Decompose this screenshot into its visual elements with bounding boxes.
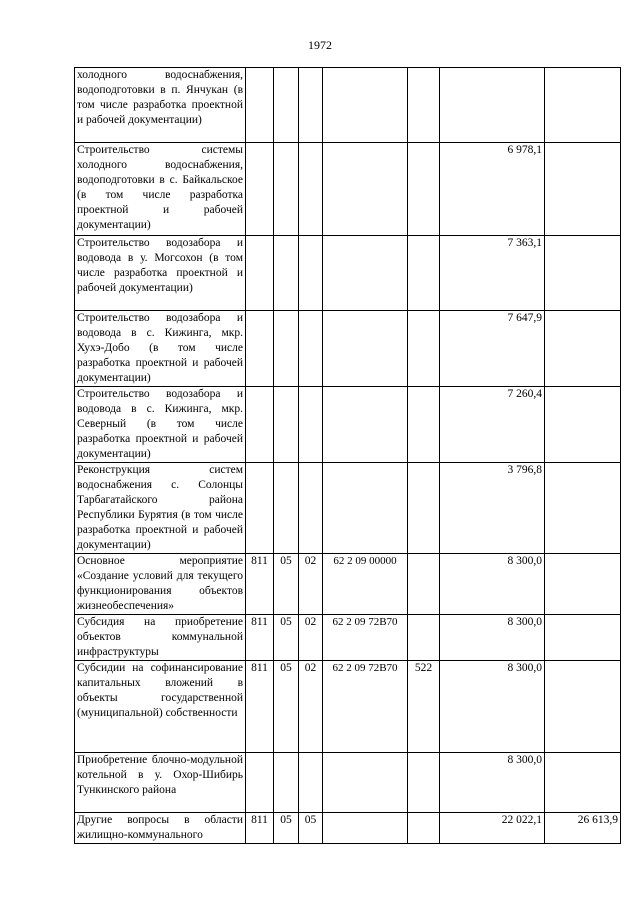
cell-target	[323, 68, 408, 143]
cell-section	[274, 463, 299, 554]
cell-expense	[408, 753, 440, 813]
cell-sum1: 22 022,1	[440, 813, 545, 844]
cell-name: Реконструкция систем водоснабжения с. Солонцы Тарбагатайского района Республики Бурятия (в том числе разработка проектной и рабочей документации)	[75, 463, 246, 554]
cell-target	[323, 387, 408, 463]
cell-sum2	[545, 236, 621, 311]
table-row	[75, 813, 621, 844]
cell-target	[323, 463, 408, 554]
cell-name: Субсидия на приобретение объектов коммунальной инфраструктуры	[75, 615, 246, 661]
cell-expense	[408, 554, 440, 615]
cell-target: 62 2 09 72В70	[323, 661, 408, 753]
table-row	[75, 554, 621, 615]
cell-target: 62 2 09 72В70	[323, 615, 408, 661]
table-row	[75, 753, 621, 813]
cell-admin	[246, 236, 274, 311]
cell-sum2	[545, 311, 621, 387]
cell-subsection	[299, 143, 323, 236]
cell-name: Субсидии на софинансирование капитальных вложений в объекты государственной (муниципальной) собственности	[75, 661, 246, 753]
table-row	[75, 143, 621, 236]
cell-expense	[408, 615, 440, 661]
cell-sum1: 8 300,0	[440, 554, 545, 615]
budget-table	[74, 67, 621, 844]
cell-sum1: 3 796,8	[440, 463, 545, 554]
table-row	[75, 68, 621, 143]
cell-admin: 811	[246, 813, 274, 844]
cell-name: Строительство системы холодного водоснабжения, водоподготовки в с. Байкальское (в том числе разработка проектной и рабочей документации)	[75, 143, 246, 236]
cell-expense: 522	[408, 661, 440, 753]
cell-sum1: 8 300,0	[440, 753, 545, 813]
table-row	[75, 311, 621, 387]
cell-section	[274, 311, 299, 387]
cell-sum1: 7 363,1	[440, 236, 545, 311]
cell-expense	[408, 236, 440, 311]
page-number: 1972	[308, 38, 332, 52]
cell-admin	[246, 463, 274, 554]
cell-section	[274, 143, 299, 236]
cell-sum2	[545, 143, 621, 236]
cell-section	[274, 68, 299, 143]
cell-sum2	[545, 615, 621, 661]
cell-admin: 811	[246, 615, 274, 661]
cell-subsection: 02	[299, 661, 323, 753]
cell-sum2: 26 613,9	[545, 813, 621, 844]
cell-name: Основное мероприятие «Создание условий для текущего функционирования объектов жизнеобеспечения»	[75, 554, 246, 615]
cell-sum2	[545, 661, 621, 753]
cell-admin	[246, 143, 274, 236]
cell-name: холодного водоснабжения, водоподготовки в п. Янчукан (в том числе разработка проектной и рабочей документации)	[75, 68, 246, 143]
cell-target	[323, 753, 408, 813]
cell-sum2	[545, 753, 621, 813]
cell-target	[323, 236, 408, 311]
cell-expense	[408, 463, 440, 554]
cell-admin: 811	[246, 661, 274, 753]
cell-admin: 811	[246, 554, 274, 615]
cell-target: 62 2 09 00000	[323, 554, 408, 615]
cell-subsection	[299, 463, 323, 554]
cell-admin	[246, 387, 274, 463]
cell-sum1	[440, 68, 545, 143]
cell-sum2	[545, 387, 621, 463]
cell-subsection	[299, 311, 323, 387]
cell-target	[323, 813, 408, 844]
cell-expense	[408, 387, 440, 463]
cell-sum1: 8 300,0	[440, 661, 545, 753]
cell-admin	[246, 311, 274, 387]
table-row	[75, 615, 621, 661]
table-row	[75, 387, 621, 463]
cell-subsection	[299, 387, 323, 463]
cell-sum2	[545, 554, 621, 615]
cell-expense	[408, 813, 440, 844]
cell-sum2	[545, 463, 621, 554]
cell-subsection: 02	[299, 615, 323, 661]
cell-section: 05	[274, 661, 299, 753]
cell-name: Строительство водозабора и водовода в у. Могсохон (в том числе разработка проектной и рабочей документации)	[75, 236, 246, 311]
cell-expense	[408, 68, 440, 143]
cell-admin	[246, 68, 274, 143]
cell-section: 05	[274, 615, 299, 661]
cell-target	[323, 143, 408, 236]
cell-target	[323, 311, 408, 387]
cell-expense	[408, 143, 440, 236]
cell-name: Строительство водозабора и водовода в с. Кижинга, мкр. Северный (в том числе разработка проектной и рабочей документации)	[75, 387, 246, 463]
cell-sum1: 7 260,4	[440, 387, 545, 463]
cell-subsection	[299, 753, 323, 813]
cell-name: Строительство водозабора и водовода в с. Кижинга, мкр. Хухэ-Добо (в том числе разработка проектной и рабочей документации)	[75, 311, 246, 387]
cell-section	[274, 387, 299, 463]
cell-subsection: 05	[299, 813, 323, 844]
cell-sum1: 7 647,9	[440, 311, 545, 387]
cell-admin	[246, 753, 274, 813]
cell-section	[274, 236, 299, 311]
cell-expense	[408, 311, 440, 387]
cell-section: 05	[274, 813, 299, 844]
cell-subsection	[299, 68, 323, 143]
cell-section: 05	[274, 554, 299, 615]
cell-name: Другие вопросы в области жилищно-коммунального	[75, 813, 246, 844]
cell-sum2	[545, 68, 621, 143]
table-row	[75, 661, 621, 753]
cell-subsection	[299, 236, 323, 311]
cell-section	[274, 753, 299, 813]
cell-sum1: 8 300,0	[440, 615, 545, 661]
table-row	[75, 463, 621, 554]
table-row	[75, 236, 621, 311]
cell-subsection: 02	[299, 554, 323, 615]
cell-sum1: 6 978,1	[440, 143, 545, 236]
cell-name: Приобретение блочно-модульной котельной в у. Охор-Шибирь Тункинского района	[75, 753, 246, 813]
